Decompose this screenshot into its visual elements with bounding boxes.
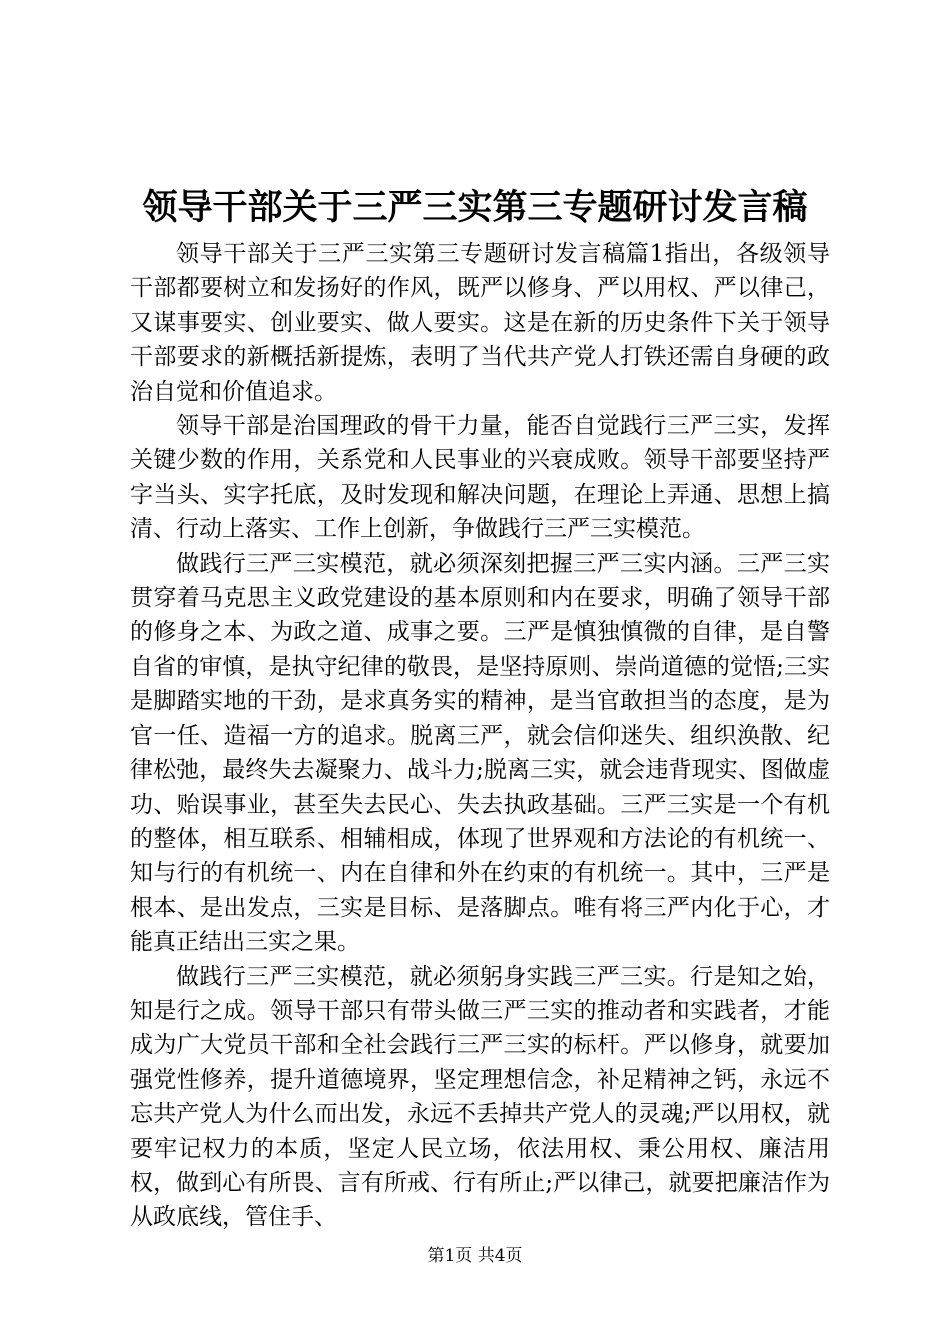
paragraph: 做践行三严三实模范，就必须躬身实践三严三实。行是知之始，知是行之成。领导干部只有带头做三严三实的推动者和实践者，才能成为广大党员干部和全社会践行三严三实的标杆。严以修身，就要加强党性修养，提升道德境界，坚定理想信念，补足精神之钙，永远不忘共产党人为什么而出发，永远不丢掉共产党人的灵魂;严以用权，就要牢记权力的本质，坚定人民立场，依法用权、秉公用权、廉洁用权，做到心有所畏、言有所戒、行有所止;严以律己，就要把廉洁作为从政底线，管住手、 bbox=[130, 963, 830, 1231]
document-body bbox=[130, 237, 830, 1235]
paragraph: 领导干部是治国理政的骨干力量，能否自觉践行三严三实，发挥关键少数的作用，关系党和人民事业的兴衰成败。领导干部要坚持严字当头、实字托底，及时发现和解决问题，在理论上弄通、思想上搞清、行动上落实、工作上创新，争做践行三严三实模范。 bbox=[130, 413, 830, 543]
page-number-footer: 第1页 共4页 bbox=[427, 1246, 523, 1266]
paragraph: 做践行三严三实模范，就必须深刻把握三严三实内涵。三严三实贯穿着马克思主义政党建设的基本原则和内在要求，明确了领导干部的修身之本、为政之道、成事之要。三严是慎独慎微的自律，是自警自省的审慎，是执守纪律的敬畏，是坚持原则、崇尚道德的觉悟;三实是脚踏实地的干劲，是求真务实的精神，是当官敢担当的态度，是为官一任、造福一方的追求。脱离三严，就会信仰迷失、组织涣散、纪律松弛，最终失去凝聚力、战斗力;脱离三实，就会违背现实、图做虚功、贻误事业，甚至失去民心、失去执政基础。三严三实是一个有机的整体，相互联系、相辅相成，体现了世界观和方法论的有机统一、知与行的有机统一、内在自律和外在约束的有机统一。其中，三严是根本、是出发点，三实是目标、是落脚点。唯有将三严内化于心，才能真正结出三实之果。 bbox=[130, 550, 830, 956]
document-title: 领导干部关于三严三实第三专题研讨发言稿 bbox=[142, 187, 808, 228]
paragraph: 领导干部关于三严三实第三专题研讨发言稿篇1指出，各级领导干部都要树立和发扬好的作风，既严以修身、严以用权、严以律己，又谋事要实、创业要实、做人要实。这是在新的历史条件下关于领导干部要求的新概括新提炼，表明了当代共产党人打铁还需自身硬的政治自觉和价值追求。 bbox=[130, 241, 830, 405]
